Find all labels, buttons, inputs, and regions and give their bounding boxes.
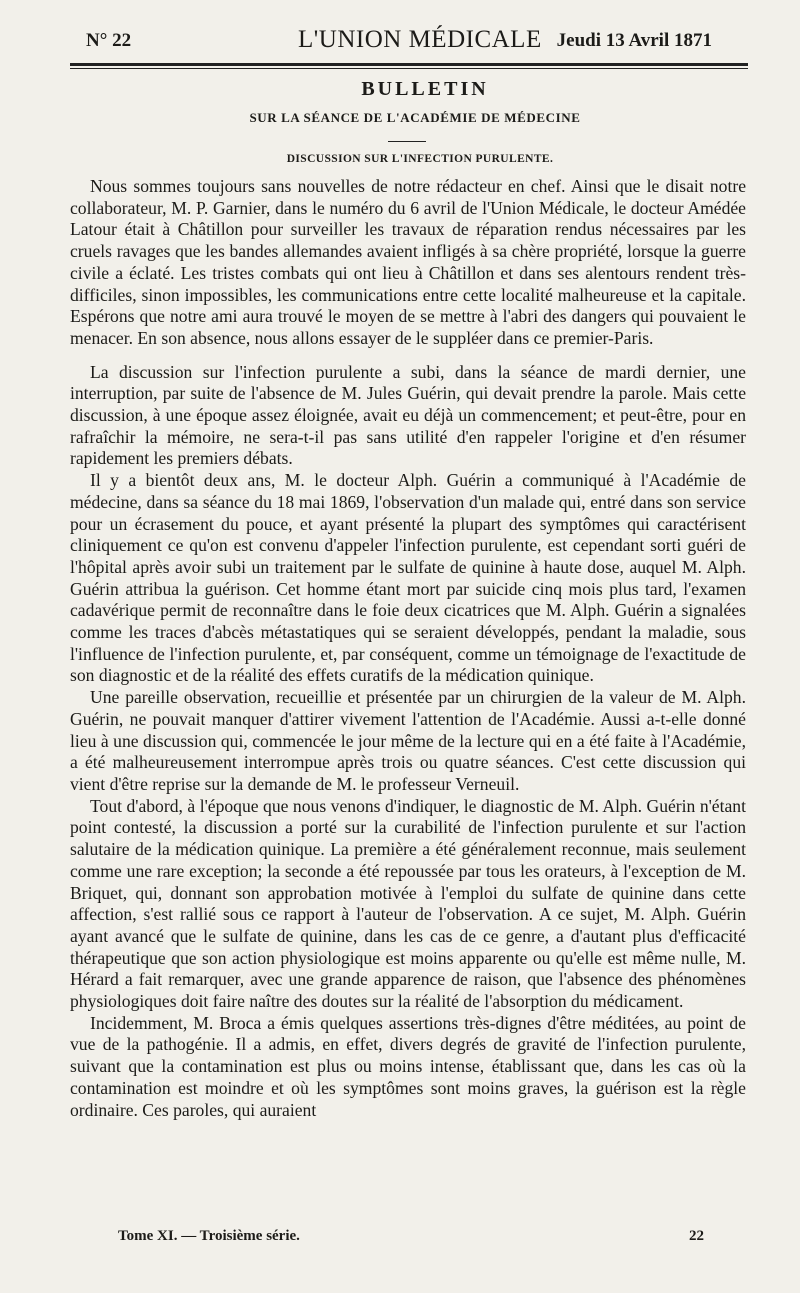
page-number: 22	[689, 1228, 704, 1244]
bulletin-subtitle: SUR LA SÉANCE DE L'ACADÉMIE DE MÉDECINE	[249, 110, 581, 125]
paragraph: Une pareille observation, recueillie et présentée par un chirurgien de la valeur de M. Alph. Guérin, ne pouvait manquer d'attirer vivement l'attention de l'Académie. Aussi a-t-elle donné lieu à une discussion qui, commencée le jour même de la lecture qui en a été faite à l'Académie, a été malheureusement interrompue après trois ou quatre séances. C'est cette discussion qui vient d'être reprise sur la demande de M. le professeur Verneuil.	[70, 687, 746, 794]
bulletin-heading: BULLETIN	[361, 78, 489, 100]
paragraph: Nous sommes toujours sans nouvelles de notre rédacteur en chef. Ainsi que le disait notre collaborateur, M. P. Garnier, dans le numéro du 6 avril de l'Union Médicale, le docteur Amédée Latour était à Châtillon pour surveiller les travaux de réparation rendus nécessaires par les cruels ravages que les bandes allemandes avaient infligés à sa chère propriété, lorsque la guerre civile a éclaté. Les tristes combats qui ont lieu à Châtillon et dans ses alentours rendent très-difficiles, sinon impossibles, les communications entre cette localité malheureuse et la capitale. Espérons que notre ami aura trouvé le moyen de se mettre à l'abri des dangers qui pouvaient le menacer. En son absence, nous allons essayer de le suppléer dans ce premier-Paris.	[70, 176, 746, 348]
section-divider	[388, 141, 426, 142]
issue-date: Jeudi 13 Avril 1871	[556, 30, 712, 51]
volume-label: Tome XI. — Troisième série.	[118, 1228, 300, 1244]
paragraph: La discussion sur l'infection purulente a subi, dans la séance de mardi dernier, une interruption, par suite de l'absence de M. Jules Guérin, qui devait prendre la parole. Mais cette discussion, à une époque assez éloignée, avait eu déjà un commencement; et peut-être, pour en rafraîchir la mémoire, ne sera-t-il pas sans utilité d'en rappeler l'origine et d'en résumer rapidement les premiers débats.	[70, 361, 746, 469]
paragraph: Incidemment, M. Broca a émis quelques assertions très-dignes d'être méditées, au point de vue de la pathogénie. Il a admis, en effet, divers degrés de gravité de l'infection purulente, suivant que la contamination est plus ou moins intense, établissant que, dans les cas où la contamination est moindre et où les symptômes sont moins graves, la guérison est la règle ordinaire. Ces paroles, qui auraient	[70, 1012, 746, 1120]
paragraph: Tout d'abord, à l'époque que nous venons d'indiquer, le diagnostic de M. Alph. Guérin n'étant point contesté, la discussion a porté sur la curabilité de l'infection purulente et sur l'action salutaire de la médication quinique. La première a été généralement reconnue, mais seulement comme une rare exception; la seconde a été repoussée par tous les orateurs, à l'exception de M. Briquet, qui, donnant son approbation motivée à l'emploi du sulfate de quinine dans cette affection, s'est rallié sous ce rapport à l'auteur de l'observation. A ce sujet, M. Alph. Guérin ayant avancé que le sulfate de quinine, dans les cas de ce genre, a d'autant plus d'efficacité thérapeutique que son action physiologique est moins apparente ou qu'elle est même nulle, M. Hérard a fait remarquer, avec une grande apparence de raison, que l'absence des phénomènes physiologiques doit faire naître des doutes sur la réalité de l'absorption du médicament.	[70, 795, 746, 1012]
masthead	[86, 26, 712, 56]
article-body	[70, 176, 746, 1121]
masthead-rule	[70, 63, 748, 69]
journal-title: L'UNION MÉDICALE	[298, 26, 542, 53]
issue-number: N° 22	[86, 30, 132, 51]
discussion-heading: DISCUSSION SUR L'INFECTION PURULENTE.	[286, 153, 554, 165]
paragraph: Il y a bientôt deux ans, M. le docteur Alph. Guérin a communiqué à l'Académie de médecine, dans sa séance du 18 mai 1869, l'observation d'un malade qui, entré dans son service pour un écrasement du pouce, et ayant présenté la plupart des symptômes qui caractérisent cliniquement ce qu'on est convenu d'appeler l'infection purulente, est cependant sorti guéri de l'hôpital après avoir subi un traitement par le sulfate de quinine à haute dose, auquel M. Alph. Guérin attribua la guérison. Cet homme étant mort par suicide cinq mois plus tard, l'examen cadavérique permit de reconnaître dans le foie deux cicatrices que M. Alph. Guérin a signalées comme les traces d'abcès métastatiques qui se seraient développés, pendant la maladie, sous l'influence de l'infection purulente, et, par conséquent, comme un témoignage de l'exactitude de son diagnostic et de la réalité des effets curatifs de la médication quinique.	[70, 470, 746, 686]
